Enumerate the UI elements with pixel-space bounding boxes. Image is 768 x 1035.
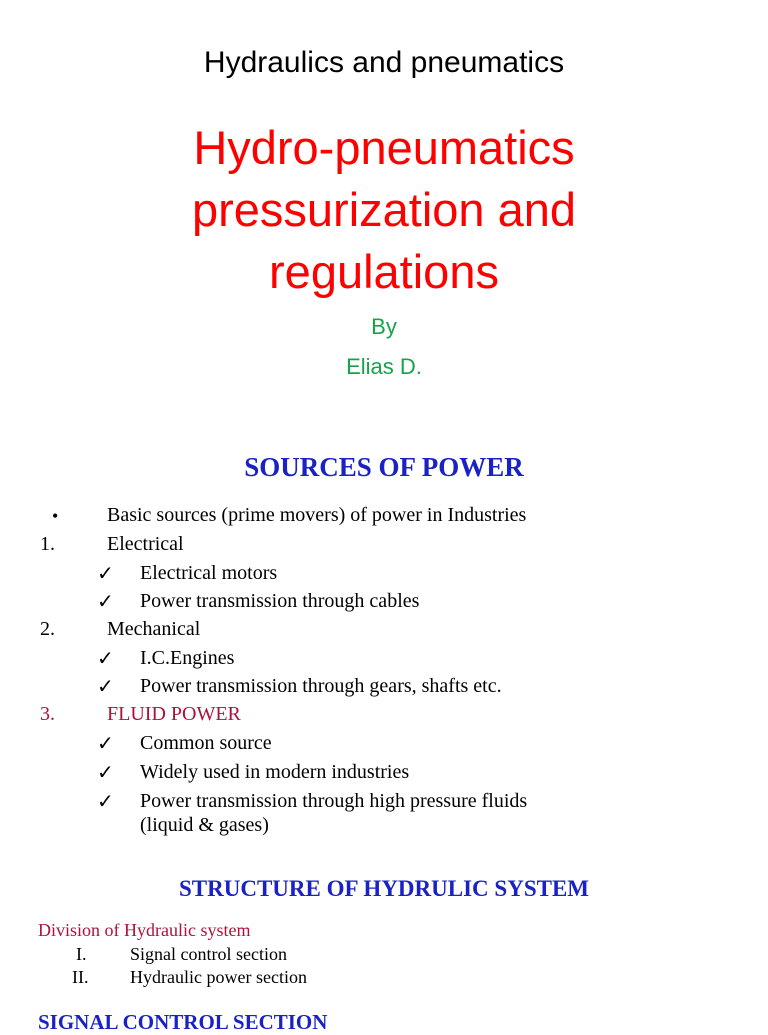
document-title: Hydraulics and pneumatics [203,46,565,79]
checkmark-icon: ✓ [97,791,114,813]
list-item-label: FLUID POWER [107,703,241,725]
sub-item: I.C.Engines [140,647,235,669]
sources-intro: Basic sources (prime movers) of power in Industries [107,504,527,526]
checkmark-icon: ✓ [97,563,114,585]
sub-item: Widely used in modern industries [140,761,410,783]
division-number: II. [72,967,89,987]
checkmark-icon: ✓ [97,733,114,755]
sub-item: Power transmission through high pressure fluids [140,790,528,812]
division-item: Signal control section [130,944,287,964]
byline-by: By [371,314,397,339]
division-number: I. [76,944,87,964]
list-number: 1. [40,533,55,555]
sub-item: Common source [140,732,272,754]
byline-author: Elias D. [346,354,422,379]
list-number: 3. [40,703,55,725]
list-number: 2. [40,618,55,640]
bullet-icon: • [52,506,59,526]
division-item: Hydraulic power section [130,967,307,987]
main-title-line-2: pressurization and [191,183,577,236]
structure-heading: STRUCTURE OF HYDRULIC SYSTEM [178,876,589,901]
checkmark-icon: ✓ [97,648,114,670]
main-title-line-3: regulations [269,245,499,298]
checkmark-icon: ✓ [97,591,114,613]
list-item-label: Mechanical [107,618,201,640]
sub-item: Electrical motors [140,562,278,584]
list-item-label: Electrical [107,533,184,555]
sources-heading: SOURCES OF POWER [244,452,524,482]
division-title: Division of Hydraulic system [38,920,251,940]
checkmark-icon: ✓ [97,676,114,698]
sub-item: Power transmission through cables [140,590,420,612]
sub-item-continuation: (liquid & gases) [140,814,269,836]
signal-control-heading: SIGNAL CONTROL SECTION [38,1010,328,1034]
main-title-line-1: Hydro-pneumatics [193,121,575,174]
sub-item: Power transmission through gears, shafts etc. [140,675,502,697]
checkmark-icon: ✓ [97,762,114,784]
